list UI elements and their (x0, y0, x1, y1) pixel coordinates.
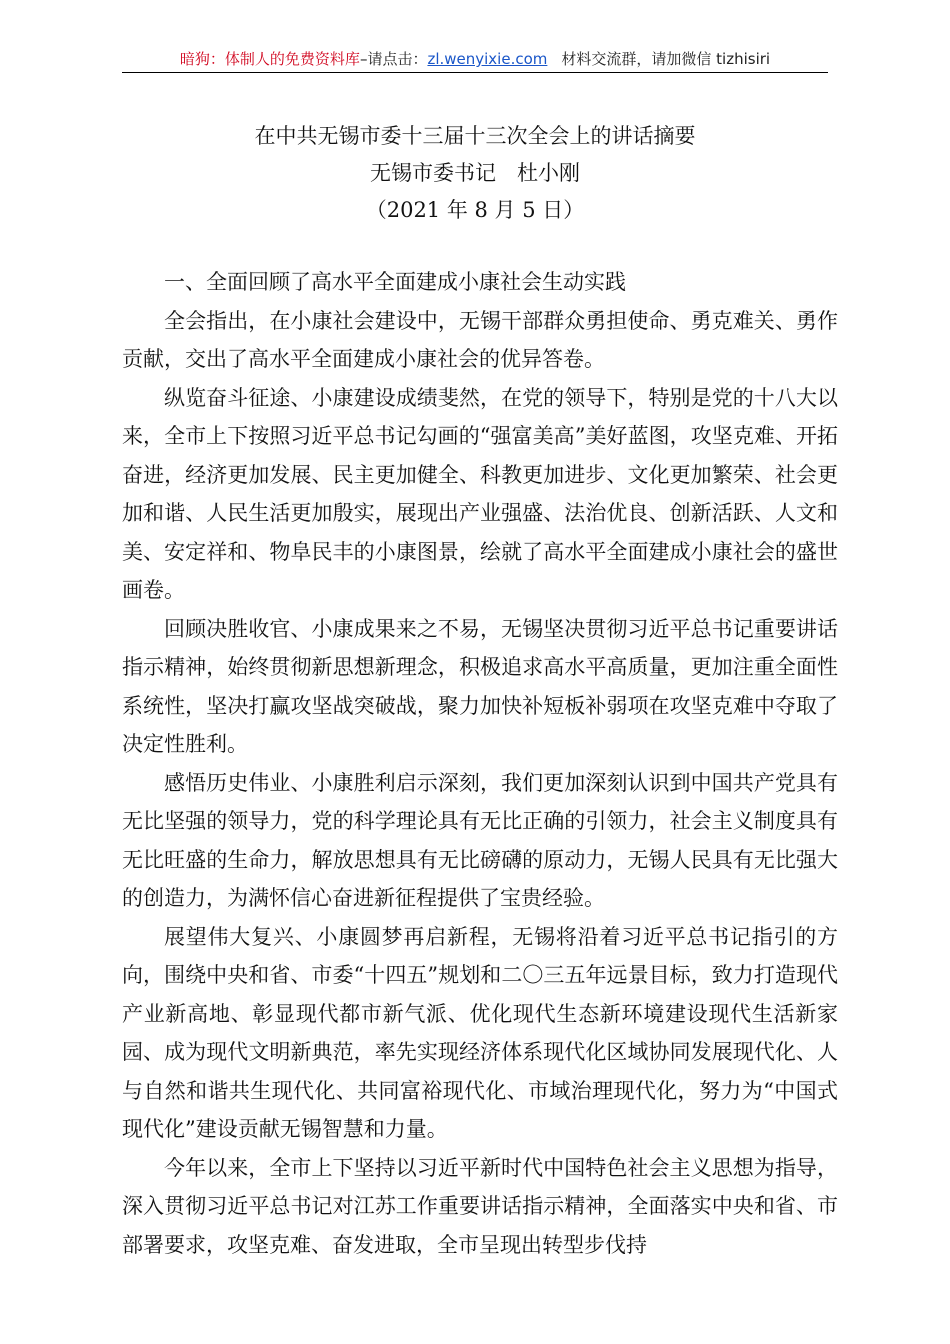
body-paragraph: 今年以来，全市上下坚持以习近平新时代中国特色社会主义思想为指导，深入贯彻习近平总书记对江苏工作重要讲话指示精神，全面落实中央和省、市部署要求，攻坚克难、奋发进取，全市呈现出转型步伐持 (122, 1155, 838, 1257)
link-prompt: –请点击： (359, 50, 428, 68)
site-link[interactable]: zl.wenyixie.com (427, 50, 548, 68)
document-date: （2021 年 8 月 5 日） (365, 198, 585, 222)
body-paragraph: 回顾决胜收官、小康成果来之不易，无锡坚决贯彻习近平总书记重要讲话指示精神，始终贯彻新思想新理念，积极追求高水平高质量，更加注重全面性系统性，坚决打赢攻坚战突破战，聚力加快补短板补弱项在攻坚克难中夺取了决定性胜利。 (122, 616, 838, 756)
section-heading: 一、全面回顾了高水平全面建成小康社会生动实践 (164, 270, 626, 294)
brand-text: 暗狗：体制人的免费资料库 (179, 50, 360, 68)
body-paragraph: 全会指出，在小康社会建设中，无锡干部群众勇担使命、勇克难关、勇作贡献，交出了高水平全面建成小康社会的优异答卷。 (122, 308, 838, 371)
body-paragraph: 展望伟大复兴、小康圆梦再启新程，无锡将沿着习近平总书记指引的方向，围绕中央和省、市委“十四五”规划和二〇三五年远景目标，致力打造现代产业新高地、彰显现代都市新气派、优化现代生态新环境建设现代生活新家园、成为现代文明新典范，率先实现经济体系现代化区域协同发展现代化、人与自然和谐共生现代化、共同富裕现代化、市域治理现代化，努力为“中国式现代化”建设贡献无锡智慧和力量。 (122, 924, 838, 1141)
body-paragraph: 纵览奋斗征途、小康建设成绩斐然，在党的领导下，特别是党的十八大以来，全市上下按照习近平总书记勾画的“强富美高”美好蓝图，攻坚克难、开拓奋进，经济更加发展、民主更加健全、科教更加进步、文化更加繁荣、社会更加和谐、人民生活更加殷实，展现出产业强盛、法治优良、创新活跃、人文和美、安定祥和、物阜民丰的小康图景，绘就了高水平全面建成小康社会的盛世画卷。 (122, 385, 838, 602)
body-paragraph: 感悟历史伟业、小康胜利启示深刻，我们更加深刻认识到中国共产党具有无比坚强的领导力，党的科学理论具有无比正确的引领力，社会主义制度具有无比旺盛的生命力，解放思想具有无比磅礴的原动力，无锡人民具有无比强大的创造力，为满怀信心奋进新征程提供了宝贵经验。 (122, 770, 838, 910)
document-author: 无锡市委书记 杜小刚 (370, 161, 580, 185)
watermark-header (122, 46, 828, 72)
document-title: 在中共无锡市委十三届十三次全会上的讲话摘要 (254, 124, 696, 148)
wechat-group-text: 材料交流群，请加微信 tizhisiri (561, 50, 771, 68)
document-body (122, 263, 838, 1264)
title-block (122, 118, 828, 229)
header-divider (122, 72, 828, 73)
